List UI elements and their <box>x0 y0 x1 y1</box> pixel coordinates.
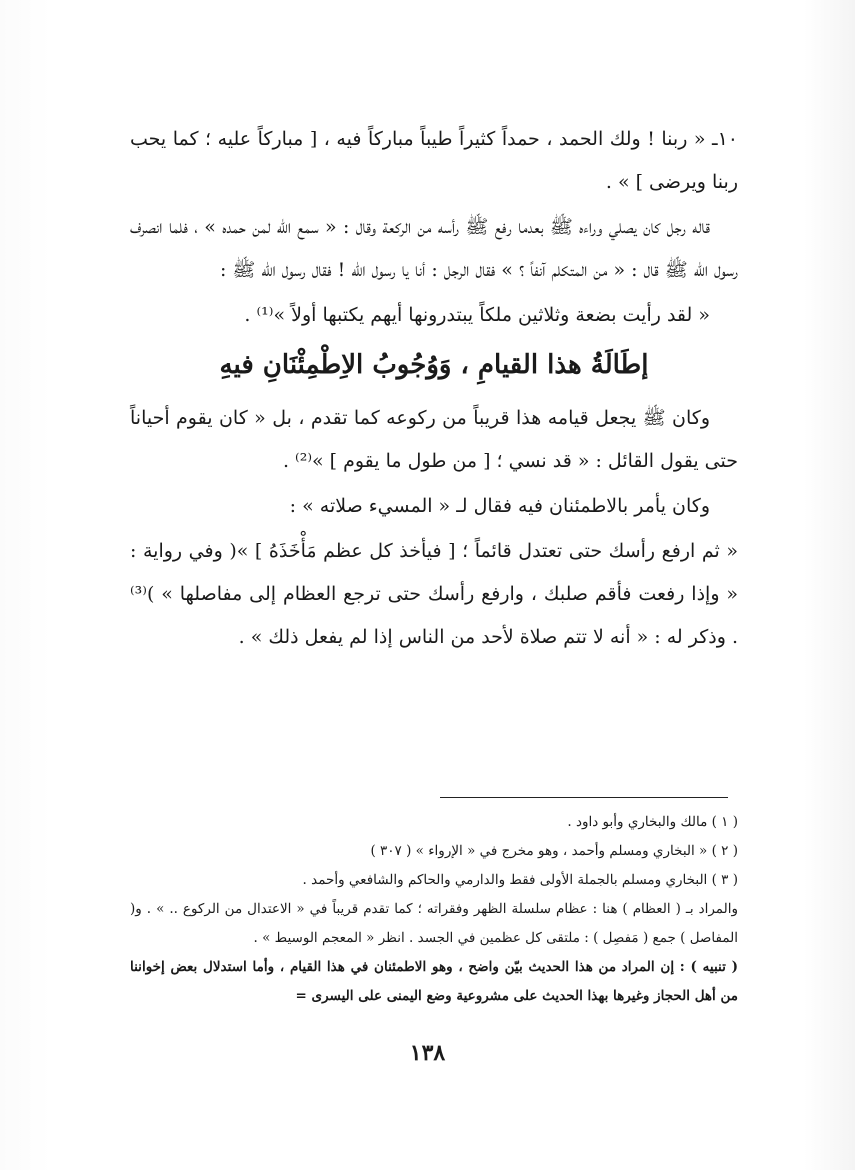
footnote-3-explanation: والمراد بـ ( العظام ) هنا : عظام سلسلة الظهر وفقراته ؛ كما تقدم قريباً في « الاعتدال من الركوع .. » . و( المفاصل ) جمع ( مَفصِل ) : ملتقى كل عظمين في الجسد . انظر « المعجم الوسيط » . <box>130 901 738 946</box>
paragraph-5: وكان يأمر بالاطمئنان فيه فقال لـ « المسيء صلاته » : <box>289 495 710 517</box>
main-text <box>130 118 738 661</box>
footnote-1: ( ١ ) مالك والبخاري وأبو داود . <box>567 814 738 830</box>
footnote-note: ( تنبيه ) : إن المراد من هذا الحديث بيّن واضح ، وهو الاطمئنان في هذا القيام ، وأما استدلال بعض إخواننا من أهل الحجاز وغيرها بهذا الحديث على مشروعية وضع اليمنى على اليسرى = <box>130 959 738 1004</box>
footnote-divider <box>440 797 728 798</box>
paragraph-3: « لقد رأيت بضعة وثلاثين ملكاً يبتدرونها أيهم يكتبها أولاً »⁽¹⁾ . <box>244 304 710 326</box>
paragraph-1: ١٠ـ « ربنا ! ولك الحمد ، حمداً كثيراً طيباً مباركاً فيه ، [ مباركاً عليه ؛ كما يحب ربنا ويرضى ] » . <box>130 128 738 193</box>
footnotes <box>130 808 738 1011</box>
paragraph-2: قاله رجل كان يصلي وراءه ﷺ بعدما رفع ﷺ رأسه من الركعة وقال : « سمع الله لمن حمده » ، فلما انصرف رسول الله ﷺ قال : « من المتكلم آنفاً ؟ » فقال الرجل : أنا يا رسول الله ! فقال رسول الله ﷺ : <box>130 216 738 281</box>
footnote-3: ( ٣ ) البخاري ومسلم بالجملة الأولى فقط والدارمي والحاكم والشافعي وأحمد . <box>302 872 738 888</box>
footnote-2: ( ٢ ) « البخاري ومسلم وأحمد ، وهو مخرج في « الإرواء » ( ٣٠٧ ) <box>370 843 738 859</box>
section-heading: إطَالَةُ هذا القيامِ ، وَوُجُوبُ الاِطْمِئْنَانِ فيهِ <box>219 350 649 380</box>
page-number: ١٣٨ <box>409 1040 446 1066</box>
paragraph-6: « ثم ارفع رأسك حتى تعتدل قائماً ؛ [ فيأخذ كل عظم مَأْخَذَهُ ] »( وفي رواية : « وإذا رفعت فأقم صلبك ، وارفع رأسك حتى ترجع العظام إلى مفاصلها » )⁽³⁾ . وذكر له : « أنه لا تتم صلاة لأحد من الناس إذا لم يفعل ذلك » . <box>130 540 738 648</box>
paragraph-4: وكان ﷺ يجعل قيامه هذا قريباً من ركوعه كما تقدم ، بل « كان يقوم أحياناً حتى يقول القائل : « قد نسي ؛ [ من طول ما يقوم ] »⁽²⁾ . <box>130 407 738 472</box>
